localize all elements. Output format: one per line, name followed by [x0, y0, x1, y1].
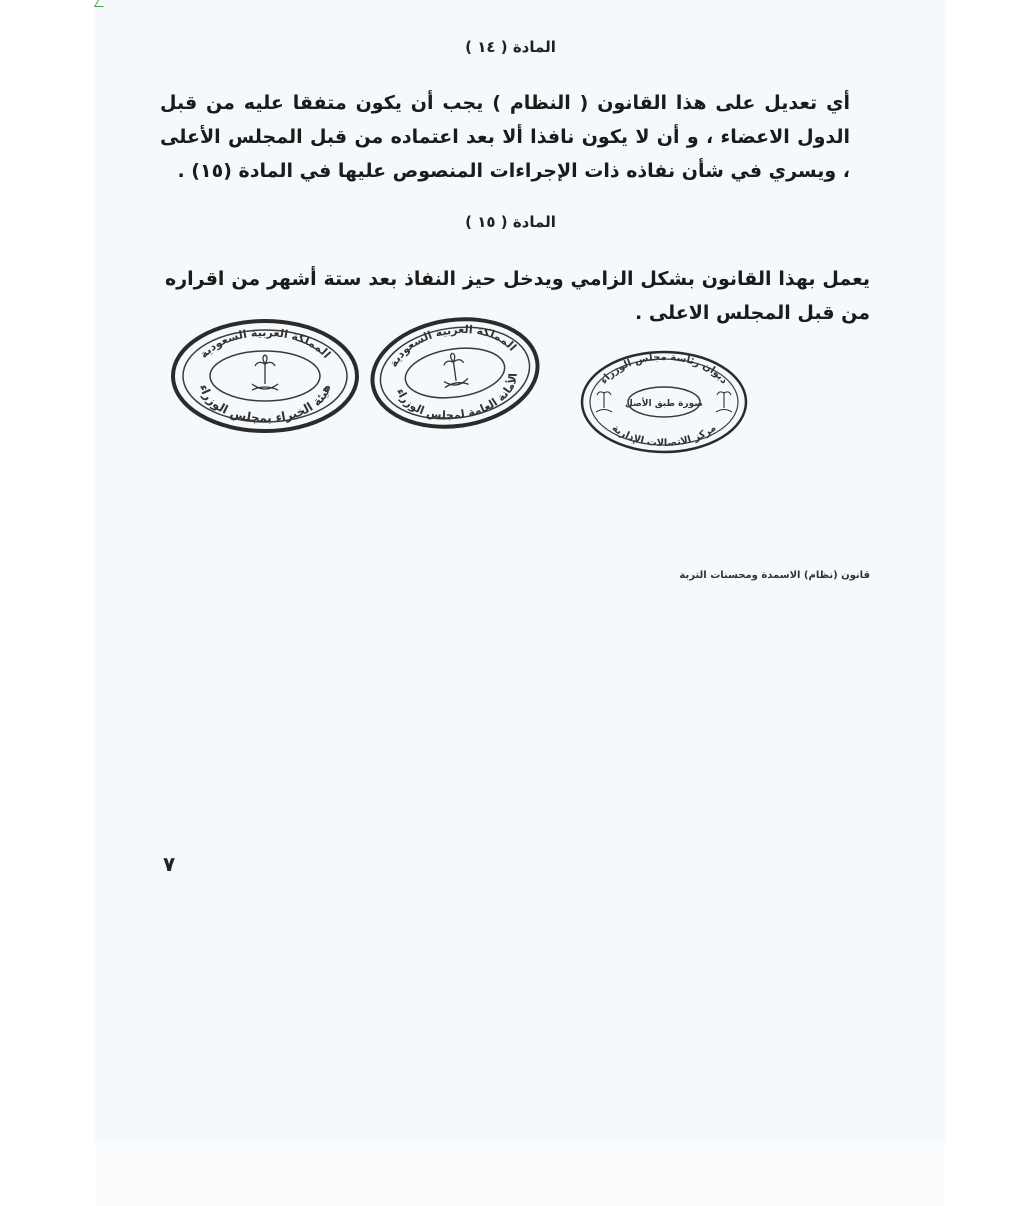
- article-14-text: أي تعديل على هذا القانون ( النظام ) يجب أن يكون متفقا عليه من قبل الدول الاعضاء ، و أن لا يكون نافذا ألا بعد اعتماده من قبل المجلس الأعلى ، ويسري في شأن نفاذه ذات الإجراءات المنصوص عليها في المادة (١٥) .: [160, 92, 850, 182]
- stamp-3-center-text: صورة طبق الأصل: [625, 399, 703, 409]
- stamp-2-top-text: المملكة العربية السعودية: [386, 323, 520, 370]
- svg-text:ديوان رئاسة مجلس الوزراء: [599, 352, 730, 386]
- page-number: ٧: [163, 852, 176, 876]
- palm-swords-emblem-icon: [252, 355, 278, 390]
- stamp-1-bottom-text: هيئة الخبراء بمجلس الوزراء: [196, 382, 334, 426]
- stamp-3-bottom-text: مركز الاتصالات الإدارية: [609, 422, 719, 450]
- stamp-general-secretariat: [368, 314, 543, 432]
- scan-lower-band: [95, 1140, 945, 1206]
- article-15-text: يعمل بهذا القانون بشكل الزامي ويدخل حيز النفاذ بعد ستة أشهر من اقراره من قبل المجلس الاعلى .: [165, 268, 870, 324]
- stamp-1-top-text: المملكة العربية السعودية: [197, 325, 334, 361]
- stamp-2-bottom-text: الأمانة العامة لمجلس الوزراء: [393, 373, 520, 422]
- stamp-true-copy: [578, 348, 750, 456]
- stamp-experts-commission: [170, 318, 360, 434]
- palm-swords-emblem-icon: [440, 352, 468, 388]
- document-footer: قانون (نظام) الاسمدة ومحسنات التربة: [679, 570, 870, 581]
- article-15-heading: المادة ( ١٥ ): [465, 213, 556, 231]
- article-14-heading: المادة ( ١٤ ): [465, 38, 556, 56]
- stamp-3-top-text: ديوان رئاسة مجلس الوزراء: [598, 351, 730, 387]
